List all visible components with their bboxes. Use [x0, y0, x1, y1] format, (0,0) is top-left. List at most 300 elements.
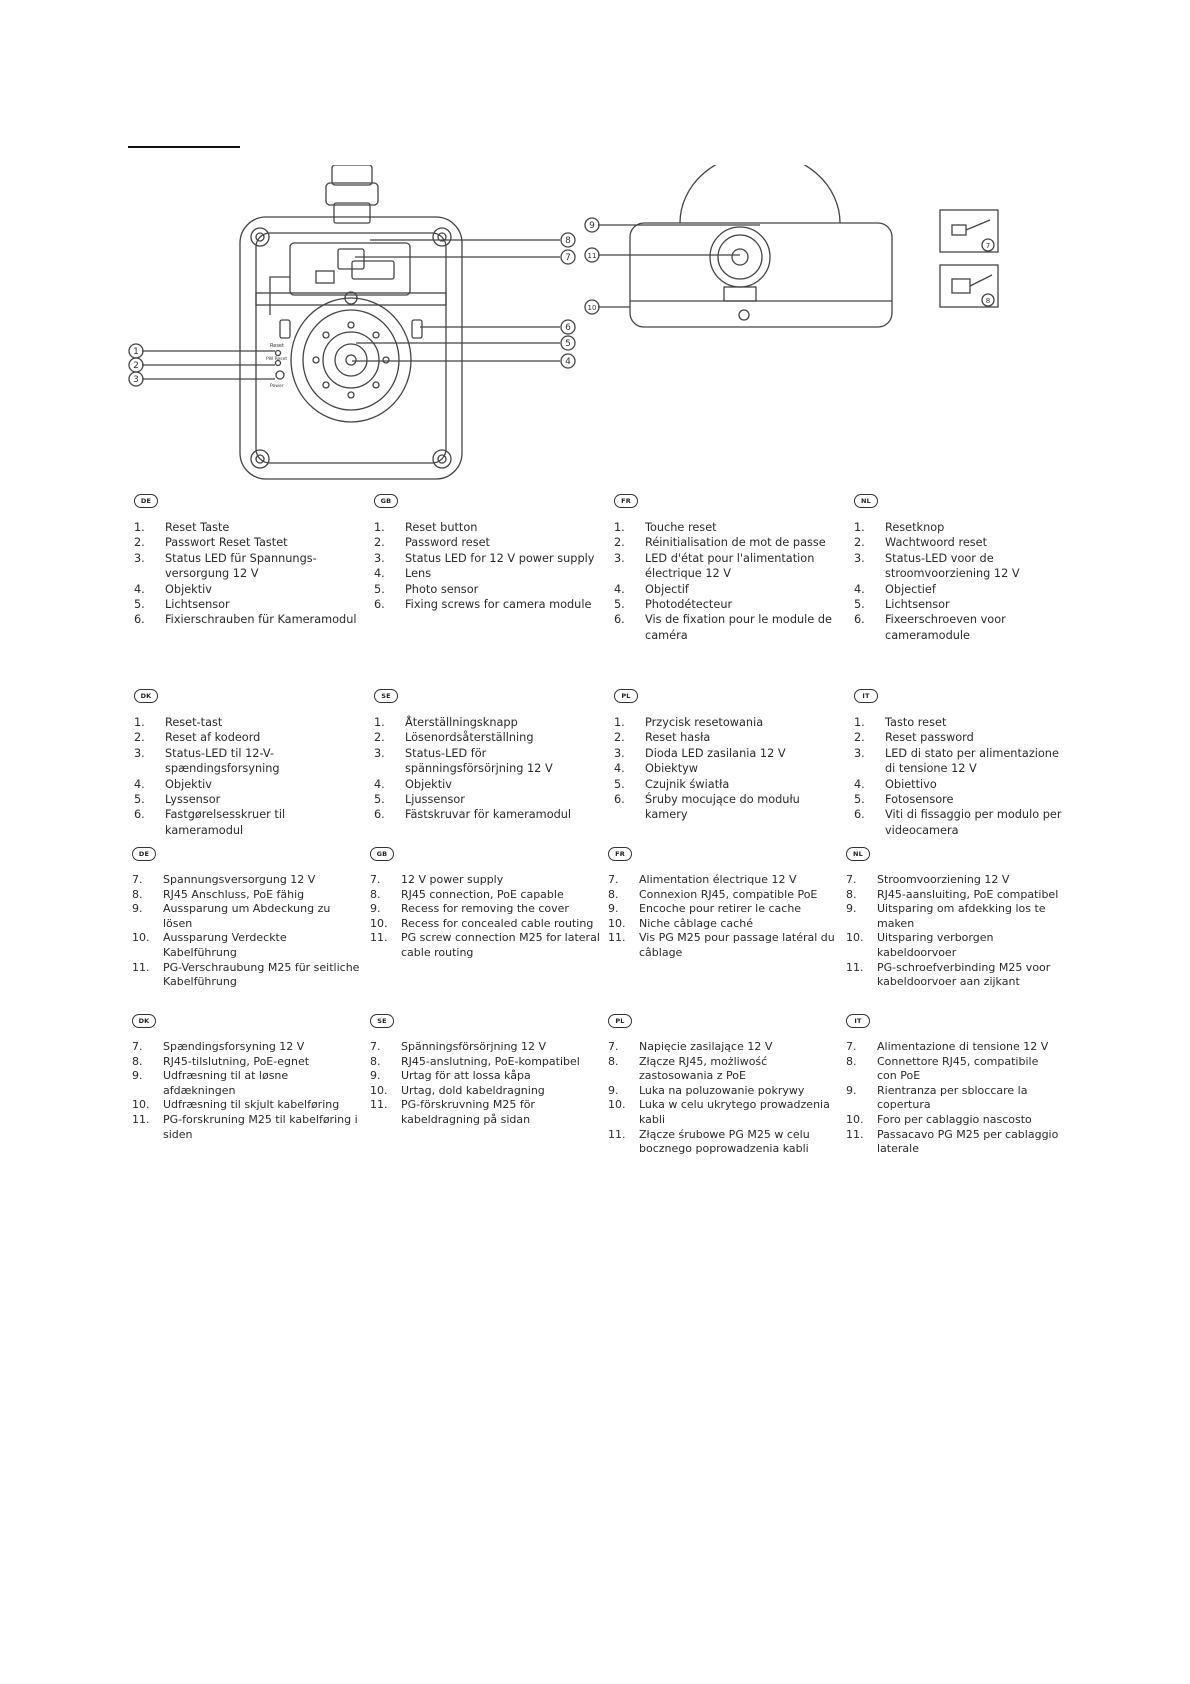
legend-item-number: 11.: [846, 960, 864, 974]
legend-item-text: Spannungsversorgung 12 V: [163, 873, 316, 886]
legend-de-bottom: [132, 846, 362, 990]
legend-item: [374, 792, 604, 807]
legend-it-bottom: [846, 1013, 1061, 1157]
legend-item-number: 7.: [132, 1040, 143, 1053]
callout-7: 7: [565, 253, 571, 263]
callout-11: 11: [587, 252, 597, 260]
legend-item-number: 1.: [854, 521, 865, 534]
legend-item: [370, 1069, 600, 1084]
language-badge: NL: [846, 847, 870, 861]
legend-item: [374, 551, 604, 566]
legend-item-text: Spänningsförsörjning 12 V: [401, 1040, 547, 1053]
legend-item: [132, 888, 362, 903]
legend-item-number: 3.: [854, 746, 865, 760]
language-badge: DK: [134, 689, 158, 703]
legend-gb-top: [374, 492, 604, 612]
legend-item: [370, 888, 600, 903]
legend-item-number: 3.: [614, 551, 625, 565]
legend-item-text: Lichtsensor: [165, 598, 230, 612]
legend-item: [134, 582, 364, 597]
legend-item-text: Alimentation électrique 12 V: [639, 873, 797, 886]
legend-item-number: 7.: [370, 873, 381, 886]
legend-item-text: Objectief: [885, 582, 936, 596]
legend-item: [614, 792, 844, 823]
legend-item: [132, 961, 362, 990]
legend-item-number: 8.: [370, 1054, 381, 1068]
legend-item-text: Vis PG M25 pour passage latéral du câblage: [639, 931, 835, 959]
legend-item-number: 4.: [614, 762, 625, 776]
legend-item-number: 6.: [374, 598, 385, 612]
legend-item-text: 12 V power supply: [401, 873, 504, 886]
legend-item-number: 2.: [854, 731, 865, 745]
language-badge: FR: [614, 494, 638, 508]
legend-item-text: Passwort Reset Tastet: [165, 536, 288, 550]
legend-item-number: 6.: [614, 613, 625, 627]
legend-item-number: 1.: [374, 521, 385, 534]
legend-item-text: Status-LED för spänningsförsörjning 12 V: [405, 746, 553, 776]
legend-item-number: 10.: [608, 916, 626, 930]
legend-item-number: 2.: [134, 731, 145, 745]
legend-item-text: Status-LED til 12-V-spændingsforsyning: [165, 746, 280, 776]
legend-pl-bottom: [608, 1013, 838, 1157]
legend-item-text: Napięcie zasilające 12 V: [639, 1040, 773, 1053]
legend-item-number: 8.: [608, 1054, 619, 1068]
language-badge: DK: [132, 1014, 156, 1028]
camera-diagram: [120, 165, 1080, 495]
callout-4: 4: [565, 357, 571, 367]
legend-item-text: Recess for concealed cable routing: [401, 916, 594, 930]
legend-item: [846, 961, 1061, 990]
legend-item-number: 10.: [608, 1098, 626, 1112]
legend-item-text: Lyssensor: [165, 793, 221, 807]
heading-underline: [128, 146, 240, 148]
legend-item-text: RJ45-anslutning, PoE-kompatibel: [401, 1054, 580, 1068]
legend-item: [134, 597, 364, 612]
legend-item-number: 7.: [846, 873, 857, 886]
legend-item-number: 4.: [854, 582, 865, 596]
legend-item: [374, 777, 604, 792]
language-badge: PL: [614, 689, 638, 703]
legend-item-number: 2.: [374, 731, 385, 745]
legend-nl-top: [854, 492, 1069, 643]
legend-item-text: Uitsparing verborgen kabeldoorvoer: [877, 931, 994, 959]
legend-item: [132, 1069, 362, 1098]
legend-item: [132, 902, 362, 931]
legend-item: [134, 715, 364, 730]
legend-item-number: 1.: [614, 716, 625, 729]
legend-pl-top: [614, 687, 844, 823]
legend-item-number: 9.: [846, 1083, 857, 1097]
legend-item-number: 8.: [608, 887, 619, 901]
language-badge: SE: [370, 1014, 394, 1028]
legend-item: [374, 520, 604, 535]
legend-item: [614, 612, 844, 643]
legend-item-text: Connexion RJ45, compatible PoE: [639, 887, 818, 901]
legend-item: [854, 777, 1069, 792]
language-badge: DE: [134, 494, 158, 508]
legend-item: [614, 535, 844, 550]
legend-item: [846, 1055, 1061, 1084]
legend-item-number: 9.: [608, 1083, 619, 1097]
legend-item-text: Ljussensor: [405, 793, 465, 807]
callout-9: 9: [589, 221, 595, 231]
legend-item-number: 10.: [846, 1112, 864, 1126]
legend-item-number: 11.: [846, 1127, 864, 1141]
legend-item: [608, 917, 838, 932]
legend-item-number: 11.: [132, 960, 150, 974]
legend-item-text: Dioda LED zasilania 12 V: [645, 746, 786, 760]
legend-item: [846, 1040, 1061, 1055]
legend-item: [854, 597, 1069, 612]
legend-item-text: Fastgørelsesskruer til kameramodul: [165, 808, 286, 837]
legend-item: [134, 792, 364, 807]
legend-item: [370, 1055, 600, 1070]
legend-item-text: Fixierschrauben für Kameramodul: [165, 613, 357, 627]
legend-item: [608, 1128, 838, 1157]
legend-item-text: Urtag, dold kabeldragning: [401, 1083, 545, 1097]
language-badge: GB: [370, 847, 394, 861]
legend-item-number: 9.: [132, 902, 143, 916]
legend-item-text: Viti di fissaggio per modulo per videocamera: [885, 808, 1062, 837]
language-badge: FR: [608, 847, 632, 861]
legend-item-text: PG screw connection M25 for lateral cable routing: [401, 931, 600, 959]
language-badge: NL: [854, 494, 878, 508]
legend-item-text: Alimentazione di tensione 12 V: [877, 1040, 1049, 1053]
legend-item: [134, 730, 364, 745]
legend-item-number: 5.: [134, 598, 145, 612]
legend-de-top: [134, 492, 364, 628]
legend-item: [132, 873, 362, 888]
legend-item: [614, 761, 844, 776]
legend-item: [614, 715, 844, 730]
legend-item: [854, 520, 1069, 535]
legend-item: [854, 535, 1069, 550]
legend-item-text: Reset button: [405, 521, 478, 534]
legend-item-text: Niche câblage caché: [639, 916, 753, 930]
legend-item-number: 7.: [132, 873, 143, 886]
legend-item-number: 9.: [370, 1069, 381, 1083]
legend-item-text: Rientranza per sbloccare la copertura: [877, 1083, 1028, 1112]
legend-item: [374, 715, 604, 730]
thumb-callout-8: 8: [985, 297, 991, 305]
legend-item: [132, 1055, 362, 1070]
legend-item: [608, 1084, 838, 1099]
legend-se-top: [374, 687, 604, 823]
legend-item-number: 4.: [854, 777, 865, 791]
pw-reset-board-label: PW Reset: [266, 357, 288, 362]
legend-item: [132, 1113, 362, 1142]
legend-item-number: 10.: [370, 916, 388, 930]
legend-item: [370, 1084, 600, 1099]
legend-item-number: 10.: [846, 931, 864, 945]
legend-item-text: Reset Taste: [165, 521, 230, 534]
legend-item-text: Objektiv: [405, 777, 452, 791]
legend-item: [854, 792, 1069, 807]
legend-item-text: Reset password: [885, 731, 974, 745]
legend-item-text: Aussparung Verdeckte Kabelführung: [163, 931, 287, 959]
legend-item-number: 3.: [374, 551, 385, 565]
legend-item-number: 4.: [614, 582, 625, 596]
legend-item-text: Aussparung um Abdeckung zu lösen: [163, 902, 331, 930]
legend-item: [374, 730, 604, 745]
legend-item: [134, 551, 364, 582]
callout-8: 8: [565, 236, 571, 246]
legend-item: [846, 902, 1061, 931]
legend-gb-bottom: [370, 846, 600, 961]
legend-item: [608, 902, 838, 917]
legend-item-number: 6.: [134, 613, 145, 627]
legend-item: [374, 746, 604, 777]
legend-item-text: Reset-tast: [165, 716, 223, 729]
camera-front-view: [142, 165, 560, 479]
legend-item-number: 8.: [132, 887, 143, 901]
legend-item: [608, 1098, 838, 1127]
legend-item-text: RJ45-aansluiting, PoE compatibel: [877, 887, 1059, 901]
legend-item-number: 6.: [134, 808, 145, 822]
legend-item: [854, 730, 1069, 745]
legend-item-text: Fixeerschroeven voor cameramodule: [885, 613, 1006, 642]
legend-item: [846, 1084, 1061, 1113]
legend-item-text: Password reset: [405, 536, 490, 550]
legend-item-text: Śruby mocujące do modułu kamery: [645, 793, 800, 822]
legend-item: [370, 931, 600, 960]
legend-item-text: Status-LED voor de stroomvoorziening 12 V: [885, 551, 1020, 581]
legend-item-text: PG-förskruvning M25 för kabeldragning på sidan: [401, 1098, 535, 1126]
legend-item-text: Spændingsforsyning 12 V: [163, 1040, 305, 1053]
legend-item-number: 1.: [134, 716, 145, 729]
legend-item: [614, 746, 844, 761]
legend-fr-bottom: [608, 846, 838, 961]
legend-item-number: 5.: [134, 793, 145, 807]
legend-item-number: 6.: [614, 793, 625, 807]
legend-item: [134, 612, 364, 627]
legend-item-text: Złącze śrubowe PG M25 w celu bocznego poprowadzenia kabli: [639, 1127, 810, 1156]
legend-it-top: [854, 687, 1069, 838]
legend-item: [134, 777, 364, 792]
legend-item: [370, 873, 600, 888]
legend-item-number: 6.: [854, 808, 865, 822]
legend-item-text: Status LED for 12 V power supply: [405, 551, 595, 565]
legend-item-text: Luka w celu ukrytego prowadzenia kabli: [639, 1098, 830, 1126]
legend-item: [374, 597, 604, 612]
legend-item-number: 9.: [370, 902, 381, 916]
legend-item-number: 11.: [608, 1127, 626, 1141]
legend-item-text: Status LED für Spannungs-versorgung 12 V: [165, 551, 317, 581]
legend-item-number: 8.: [370, 887, 381, 901]
legend-nl-bottom: [846, 846, 1061, 990]
legend-item-number: 9.: [846, 902, 857, 916]
legend-item-text: Connettore RJ45, compatibile con PoE: [877, 1054, 1039, 1083]
legend-item-number: 8.: [846, 887, 857, 901]
language-badge: IT: [854, 689, 878, 703]
legend-item-number: 11.: [132, 1112, 150, 1126]
legend-item: [608, 1040, 838, 1055]
legend-item: [854, 807, 1069, 838]
callout-6: 6: [565, 323, 571, 333]
legend-item-number: 4.: [374, 567, 385, 581]
legend-item-text: Fixing screws for camera module: [405, 598, 592, 612]
legend-item-text: Vis de fixation pour le module de caméra: [645, 613, 832, 642]
legend-item: [846, 1113, 1061, 1128]
thumb-callout-7: 7: [985, 242, 991, 250]
language-badge: PL: [608, 1014, 632, 1028]
legend-item: [614, 597, 844, 612]
legend-item-text: Resetknop: [885, 521, 945, 534]
legend-item-text: Passacavo PG M25 per cablaggio laterale: [877, 1127, 1059, 1156]
legend-item: [614, 582, 844, 597]
legend-item-number: 1.: [134, 521, 145, 534]
legend-item-text: Objektiv: [165, 582, 212, 596]
legend-item: [370, 1098, 600, 1127]
legend-item-number: 10.: [370, 1083, 388, 1097]
legend-item-text: Fotosensore: [885, 793, 954, 807]
legend-item-number: 6.: [854, 613, 865, 627]
legend-item: [374, 566, 604, 581]
legend-item-text: Złącze RJ45, możliwość zastosowania z PoE: [639, 1054, 768, 1083]
legend-item-text: Fästskruvar för kameramodul: [405, 808, 572, 822]
legend-item-number: 10.: [132, 931, 150, 945]
callout-2: 2: [133, 361, 139, 371]
legend-item: [614, 551, 844, 582]
legend-item-text: PG-forskruning M25 til kabelføring i siden: [163, 1112, 358, 1141]
legend-item: [608, 931, 838, 960]
legend-item-number: 4.: [134, 582, 145, 596]
legend-item-number: 1.: [854, 716, 865, 729]
legend-item: [134, 746, 364, 777]
legend-item: [134, 807, 364, 838]
legend-item: [846, 931, 1061, 960]
legend-item-text: Återställningsknapp: [405, 716, 518, 729]
legend-item-text: Wachtwoord reset: [885, 536, 988, 550]
legend-item: [854, 715, 1069, 730]
legend-item-number: 8.: [846, 1054, 857, 1068]
legend-item-number: 3.: [614, 746, 625, 760]
legend-fr-top: [614, 492, 844, 643]
legend-item-number: 3.: [134, 746, 145, 760]
legend-item-number: 7.: [608, 1040, 619, 1053]
legend-item-text: Photo sensor: [405, 582, 479, 596]
legend-item: [854, 612, 1069, 643]
legend-item-text: Touche reset: [645, 521, 717, 534]
legend-item: [370, 1040, 600, 1055]
legend-item-text: Przycisk resetowania: [645, 716, 764, 729]
legend-item-text: Stroomvoorziening 12 V: [877, 873, 1010, 886]
legend-item: [854, 746, 1069, 777]
legend-item-text: LED d'état pour l'alimentation électrique 12 V: [645, 551, 815, 581]
legend-item-text: Reset af kodeord: [165, 731, 261, 745]
legend-item: [614, 520, 844, 535]
legend-item-text: PG-Verschraubung M25 für seitliche Kabelführung: [163, 960, 360, 989]
legend-item-number: 2.: [614, 731, 625, 745]
legend-item: [370, 902, 600, 917]
legend-item-number: 3.: [134, 551, 145, 565]
legend-item: [374, 535, 604, 550]
legend-item-text: Lichtsensor: [885, 598, 950, 612]
legend-item-number: 5.: [614, 777, 625, 791]
legend-item: [854, 582, 1069, 597]
legend-item: [854, 551, 1069, 582]
legend-item-number: 5.: [854, 598, 865, 612]
legend-item-text: Objectif: [645, 582, 689, 596]
legend-item-number: 2.: [374, 536, 385, 550]
legend-item-text: Réinitialisation de mot de passe: [645, 536, 826, 550]
legend-item-text: PG-schroefverbinding M25 voor kabeldoorvoer aan zijkant: [877, 960, 1051, 989]
legend-item-text: Reset hasła: [645, 731, 711, 745]
legend-item-number: 4.: [134, 777, 145, 791]
legend-item: [846, 888, 1061, 903]
legend-item-text: Obiettivo: [885, 777, 937, 791]
callout-5: 5: [565, 339, 571, 349]
legend-item: [374, 807, 604, 822]
legend-item-number: 9.: [608, 902, 619, 916]
legend-item: [614, 730, 844, 745]
legend-item-text: RJ45 Anschluss, PoE fähig: [163, 887, 305, 901]
legend-item: [132, 1098, 362, 1113]
legend-item: [374, 582, 604, 597]
legend-item-number: 3.: [854, 551, 865, 565]
legend-item: [134, 535, 364, 550]
legend-item-number: 2.: [854, 536, 865, 550]
legend-item-number: 5.: [374, 793, 385, 807]
legend-item-text: RJ45 connection, PoE capable: [401, 887, 564, 901]
legend-item: [608, 1055, 838, 1084]
legend-item: [132, 1040, 362, 1055]
legend-item: [846, 1128, 1061, 1157]
legend-item-text: Lens: [405, 567, 432, 581]
legend-item: [608, 888, 838, 903]
legend-item-text: Udfræsning til skjult kabelføring: [163, 1098, 340, 1112]
legend-item-number: 11.: [370, 1098, 388, 1112]
legend-item-number: 11.: [608, 931, 626, 945]
legend-dk-top: [134, 687, 364, 838]
legend-item-number: 7.: [846, 1040, 857, 1053]
power-board-label: Power: [270, 384, 284, 389]
legend-item-text: Obiektyw: [645, 762, 699, 776]
callout-3: 3: [133, 375, 139, 385]
legend-item-text: Objektiv: [165, 777, 212, 791]
legend-dk-bottom: [132, 1013, 362, 1142]
legend-item-number: 5.: [854, 793, 865, 807]
legend-item-number: 11.: [370, 931, 388, 945]
callout-10: 10: [587, 304, 597, 312]
legend-item-number: 9.: [132, 1069, 143, 1083]
legend-item-text: Luka na poluzowanie pokrywy: [639, 1083, 805, 1097]
legend-item-text: Udfræsning til at løsne afdækningen: [163, 1069, 289, 1097]
legend-item-number: 2.: [614, 536, 625, 550]
legend-item-text: Lösenordsåterställning: [405, 731, 534, 745]
legend-item-text: Encoche pour retirer le cache: [639, 902, 802, 916]
legend-item-number: 2.: [134, 536, 145, 550]
language-badge: DE: [132, 847, 156, 861]
camera-side-view: [598, 165, 892, 327]
legend-item-number: 1.: [614, 521, 625, 534]
legend-item-number: 10.: [132, 1098, 150, 1112]
legend-item-text: LED di stato per alimentazione di tensione 12 V: [885, 746, 1059, 776]
legend-item-number: 4.: [374, 777, 385, 791]
legend-item-number: 8.: [132, 1054, 143, 1068]
legend-item: [846, 873, 1061, 888]
legend-item-number: 3.: [374, 746, 385, 760]
legend-item-text: Recess for removing the cover: [401, 902, 569, 916]
legend-item-text: Tasto reset: [885, 716, 947, 729]
legend-item-text: Photodétecteur: [645, 598, 733, 612]
legend-item-text: RJ45-tilslutning, PoE-egnet: [163, 1054, 310, 1068]
legend-item: [132, 931, 362, 960]
camera-diagram-svg: [120, 165, 1080, 495]
legend-item-number: 6.: [374, 808, 385, 822]
legend-item: [614, 777, 844, 792]
legend-item: [370, 917, 600, 932]
